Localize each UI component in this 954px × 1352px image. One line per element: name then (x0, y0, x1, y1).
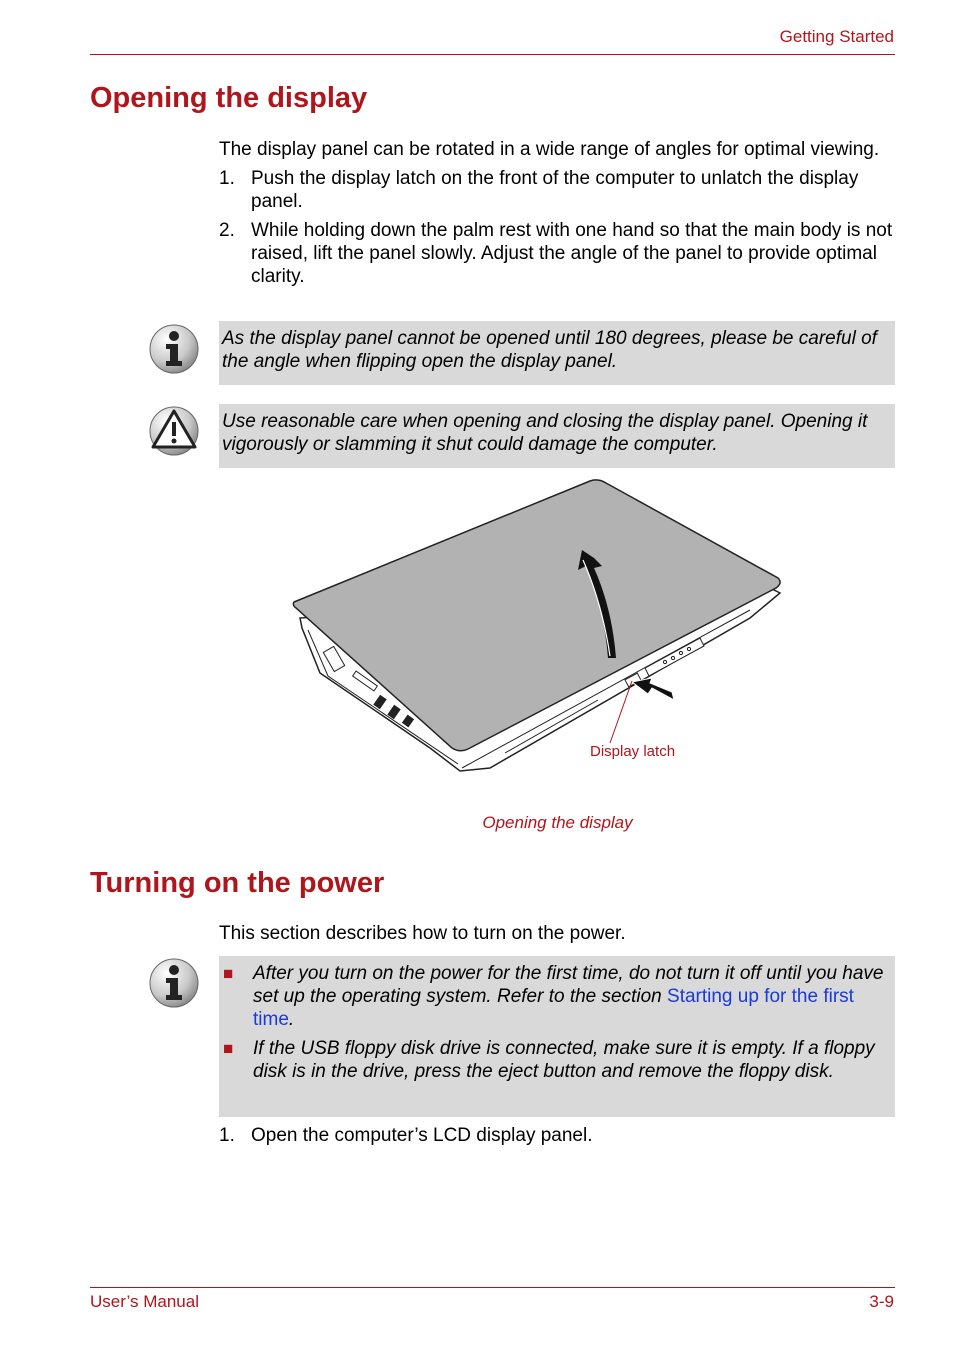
note-bullet-text (253, 962, 889, 1031)
note-bullet (219, 962, 889, 1031)
list-text: While holding down the palm rest with one hand so that the main body is not raised, lift the panel slowly. Adjust the angle of the panel to provide optimal clarity. (251, 220, 893, 287)
info-note-bullets (219, 956, 895, 1117)
section-title-opening-display: Opening the display (90, 82, 368, 114)
info-icon (148, 957, 200, 1009)
laptop-figure (280, 478, 800, 778)
list-number: 1. (219, 1125, 235, 1146)
caution-icon (148, 405, 200, 457)
bullet-square-icon: ■ (223, 964, 234, 983)
page-number: 3-9 (869, 1292, 894, 1311)
caution-note: Use reasonable care when opening and closing the display panel. Opening it vigorously or slamming it shut could damage the computer. (219, 404, 895, 468)
running-header: Getting Started (779, 27, 894, 46)
list-number: 2. (219, 220, 235, 241)
info-note: As the display panel cannot be opened until 180 degrees, please be careful of the angle when flipping open the display panel. (219, 321, 895, 385)
footer-rule (90, 1287, 895, 1288)
section-title-turning-on-power: Turning on the power (90, 867, 385, 899)
list-number: 1. (219, 168, 235, 189)
note-bullet (219, 1037, 889, 1083)
list-item (219, 1124, 895, 1147)
footer-manual-title: User’s Manual (90, 1292, 199, 1311)
section1-body (219, 138, 895, 288)
link-starting-up[interactable]: Starting up for the first time (253, 986, 854, 1030)
section1-intro: The display panel can be rotated in a wide range of angles for optimal viewing. (219, 139, 880, 160)
figure-caption: Opening the display (482, 813, 633, 832)
note-text: After you turn on the power for the first time, do not turn it off until you have set up the operating system. Refer to the section (253, 963, 884, 1007)
header-rule (90, 54, 895, 55)
note-text: . (288, 1009, 295, 1030)
list-text: Open the computer’s LCD display panel. (251, 1125, 593, 1146)
info-icon (148, 323, 200, 375)
figure-callout-display-latch: Display latch (590, 743, 676, 760)
note-bullet-text: If the USB floppy disk drive is connected, make sure it is empty. If a floppy disk is in the drive, press the eject button and remove the floppy disk. (253, 1038, 875, 1082)
list-item (219, 219, 895, 288)
bullet-square-icon: ■ (223, 1039, 234, 1058)
list-text: Push the display latch on the front of the computer to unlatch the display panel. (251, 168, 859, 212)
section2-intro: This section describes how to turn on the power. (219, 923, 626, 944)
list-item (219, 167, 895, 213)
section2-steps (219, 1118, 895, 1147)
